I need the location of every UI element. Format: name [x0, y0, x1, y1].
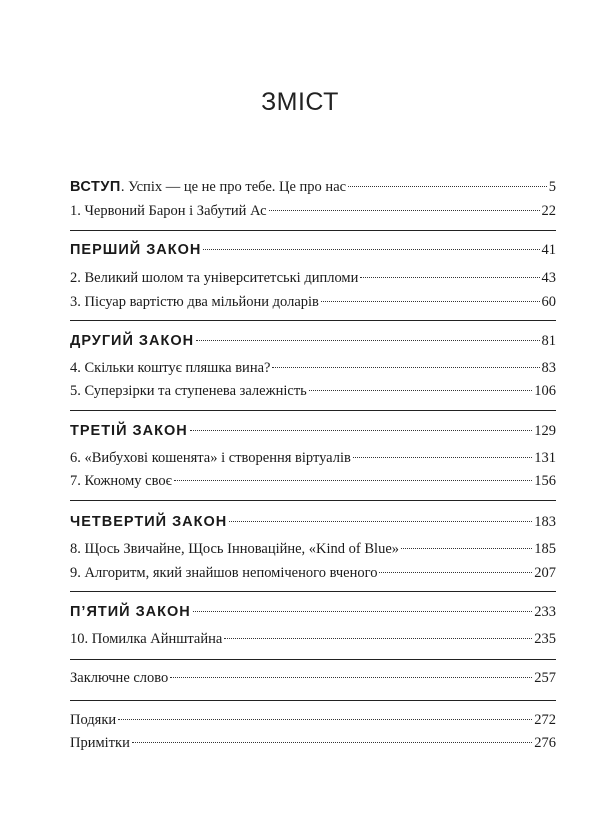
- toc-conclusion[interactable]: [70, 668, 556, 688]
- toc-chapter-10[interactable]: [70, 629, 556, 649]
- leader-dots: [193, 610, 532, 612]
- entry-label: 6. «Вибухові кошенята» і створення віртуалів: [70, 450, 351, 466]
- entry-label: 8. Щось Звичайне, Щось Інноваційне, «Kind of Blue»: [70, 541, 400, 557]
- page-number: 83: [541, 360, 556, 376]
- toc-chapter-6[interactable]: [70, 448, 556, 468]
- entry-label: Примітки: [70, 735, 130, 751]
- section-divider: [70, 410, 556, 411]
- page-number: 257: [534, 670, 556, 686]
- leader-dots: [132, 741, 532, 743]
- leader-dots: [360, 276, 539, 278]
- toc-chapter-4[interactable]: [70, 358, 556, 378]
- page-number: 22: [541, 203, 556, 219]
- entry-label: ПЕРШИЙ ЗАКОН: [70, 242, 202, 258]
- page-number: 235: [534, 631, 556, 647]
- page-number: 207: [534, 565, 556, 581]
- section-divider: [70, 500, 556, 501]
- leader-dots: [309, 389, 532, 391]
- toc-chapter-7[interactable]: [70, 471, 556, 491]
- entry-label: 5. Суперзірки та ступенева залежність: [70, 383, 307, 399]
- leader-dots: [174, 479, 532, 481]
- entry-label: 10. Помилка Айнштайна: [70, 631, 223, 647]
- toc-law-4[interactable]: [70, 512, 556, 532]
- leader-dots: [118, 718, 532, 720]
- leader-dots: [269, 209, 540, 211]
- entry-label: Подяки: [70, 712, 117, 728]
- page-number: 129: [534, 423, 556, 439]
- leader-dots: [170, 676, 532, 678]
- section-divider: [70, 591, 556, 592]
- page-number: 81: [541, 333, 556, 349]
- section-divider: [70, 659, 556, 660]
- entry-label: 3. Пісуар вартістю два мільйони доларів: [70, 294, 319, 310]
- page-number: 43: [541, 270, 556, 286]
- intro-label-rest: . Успіх — це не про тебе. Це про нас: [120, 179, 347, 195]
- leader-dots: [196, 339, 539, 341]
- toc-chapter-2[interactable]: [70, 268, 556, 288]
- section-divider: [70, 320, 556, 321]
- entry-label: 7. Кожному своє: [70, 473, 172, 489]
- toc-chapter-3[interactable]: [70, 292, 556, 312]
- page-number: 41: [541, 242, 556, 258]
- toc-law-5[interactable]: [70, 602, 556, 622]
- toc-intro[interactable]: [70, 177, 556, 197]
- leader-dots: [401, 547, 532, 549]
- intro-label-bold: ВСТУП: [70, 179, 121, 195]
- entry-label: ТРЕТІЙ ЗАКОН: [70, 423, 188, 439]
- entry-label: П’ЯТИЙ ЗАКОН: [70, 604, 191, 620]
- toc-law-1[interactable]: [70, 240, 556, 260]
- leader-dots: [379, 571, 532, 573]
- leader-dots: [348, 185, 547, 187]
- leader-dots: [224, 637, 532, 639]
- page-number: 5: [548, 179, 556, 195]
- leader-dots: [272, 366, 539, 368]
- toc-chapter-5[interactable]: [70, 381, 556, 401]
- leader-dots: [190, 429, 533, 431]
- toc-chapter-1[interactable]: [70, 201, 556, 221]
- toc-acknowledgements[interactable]: [70, 710, 556, 730]
- section-divider: [70, 230, 556, 231]
- page-number: 276: [534, 735, 556, 751]
- leader-dots: [353, 456, 532, 458]
- page-number: 233: [534, 604, 556, 620]
- entry-label: 2. Великий шолом та університетські дипломи: [70, 270, 359, 286]
- page-number: 272: [534, 712, 556, 728]
- page-number: 185: [534, 541, 556, 557]
- entry-label: ЧЕТВЕРТИЙ ЗАКОН: [70, 514, 228, 530]
- page-number: 156: [534, 473, 556, 489]
- page-number: 60: [541, 294, 556, 310]
- section-divider: [70, 700, 556, 701]
- entry-label: ДРУГИЙ ЗАКОН: [70, 333, 195, 349]
- toc-chapter-9[interactable]: [70, 563, 556, 583]
- entry-label: Заключне слово: [70, 670, 169, 686]
- toc-chapter-8[interactable]: [70, 539, 556, 559]
- toc-notes[interactable]: [70, 733, 556, 753]
- toc-law-2[interactable]: [70, 331, 556, 351]
- page-number: 106: [534, 383, 556, 399]
- entry-label: 4. Скільки коштує пляшка вина?: [70, 360, 271, 376]
- entry-label: 1. Червоний Барон і Забутий Ас: [70, 203, 267, 219]
- toc-law-3[interactable]: [70, 421, 556, 441]
- page-number: 183: [534, 514, 556, 530]
- page-title: ЗМІСТ: [261, 88, 339, 116]
- leader-dots: [203, 248, 539, 250]
- leader-dots: [229, 520, 532, 522]
- leader-dots: [321, 300, 540, 302]
- page-number: 131: [534, 450, 556, 466]
- entry-label: 9. Алгоритм, який знайшов непоміченого вченого: [70, 565, 378, 581]
